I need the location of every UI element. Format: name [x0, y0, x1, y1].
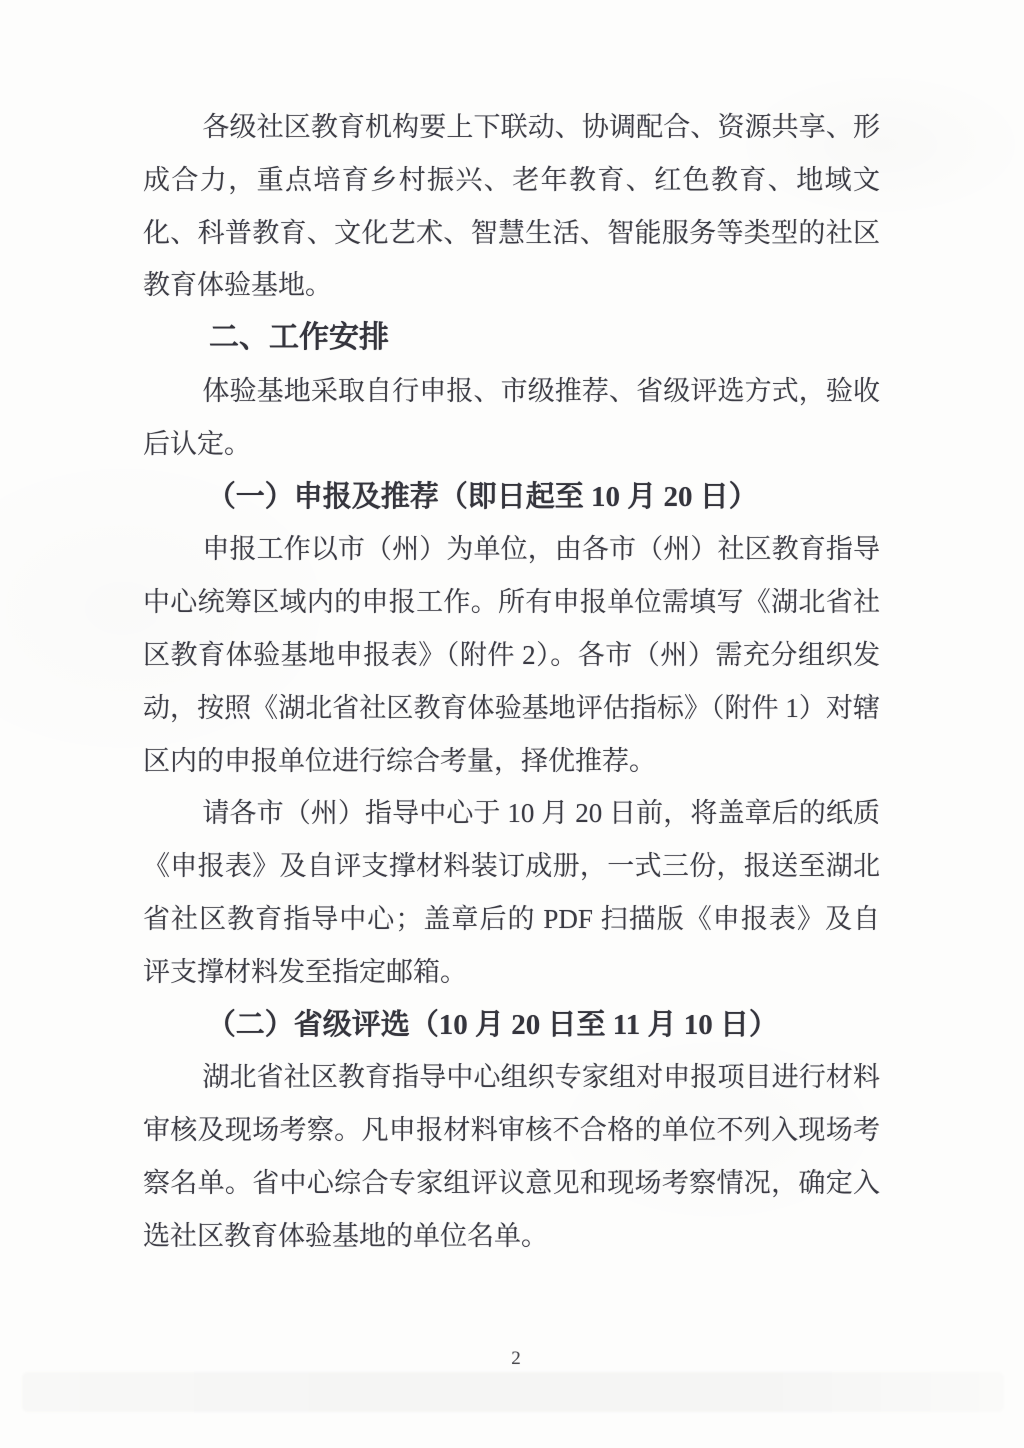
paragraph: 湖北省社区教育指导中心组织专家组对申报项目进行材料审核及现场考察。凡申报材料审核不合格的单位不列入现场考察名单。省中心综合专家组评议意见和现场考察情况，确定入选社区教育体验基地的单位名单。 [143, 1062, 880, 1251]
paragraph: 请各市（州）指导中心于 10 月 20 日前，将盖章后的纸质《申报表》及自评支撑材料装订成册，一式三份，报送至湖北省社区教育指导中心；盖章后的 PDF 扫描版《申报表》及自评支撑材料发至指定邮箱。 [143, 798, 880, 987]
section-subheading: （一）申报及推荐（即日起至 10 月 20 日） [206, 480, 758, 513]
document-body [143, 101, 880, 1263]
paragraph: 各级社区教育机构要上下联动、协调配合、资源共享、形成合力，重点培育乡村振兴、老年教育、红色教育、地域文化、科普教育、文化艺术、智慧生活、智能服务等类型的社区教育体验基地。 [143, 112, 880, 301]
paragraph: 申报工作以市（州）为单位，由各市（州）社区教育指导中心统筹区域内的申报工作。所有申报单位需填写《湖北省社区教育体验基地申报表》（附件 2）。各市（州）需充分组织发动，按照《湖北省社区教育体验基地评估指标》（附件 1）对辖区内的申报单位进行综合考量，择优推荐。 [143, 534, 880, 776]
paragraph: 体验基地采取自行申报、市级推荐、省级评选方式，验收后认定。 [143, 375, 880, 459]
scan-artifact-band [22, 1372, 1004, 1412]
section-subheading: （二）省级评选（10 月 20 日至 11 月 10 日） [206, 1008, 778, 1041]
section-heading: 二、工作安排 [209, 320, 389, 356]
page-number: 2 [511, 1348, 521, 1369]
